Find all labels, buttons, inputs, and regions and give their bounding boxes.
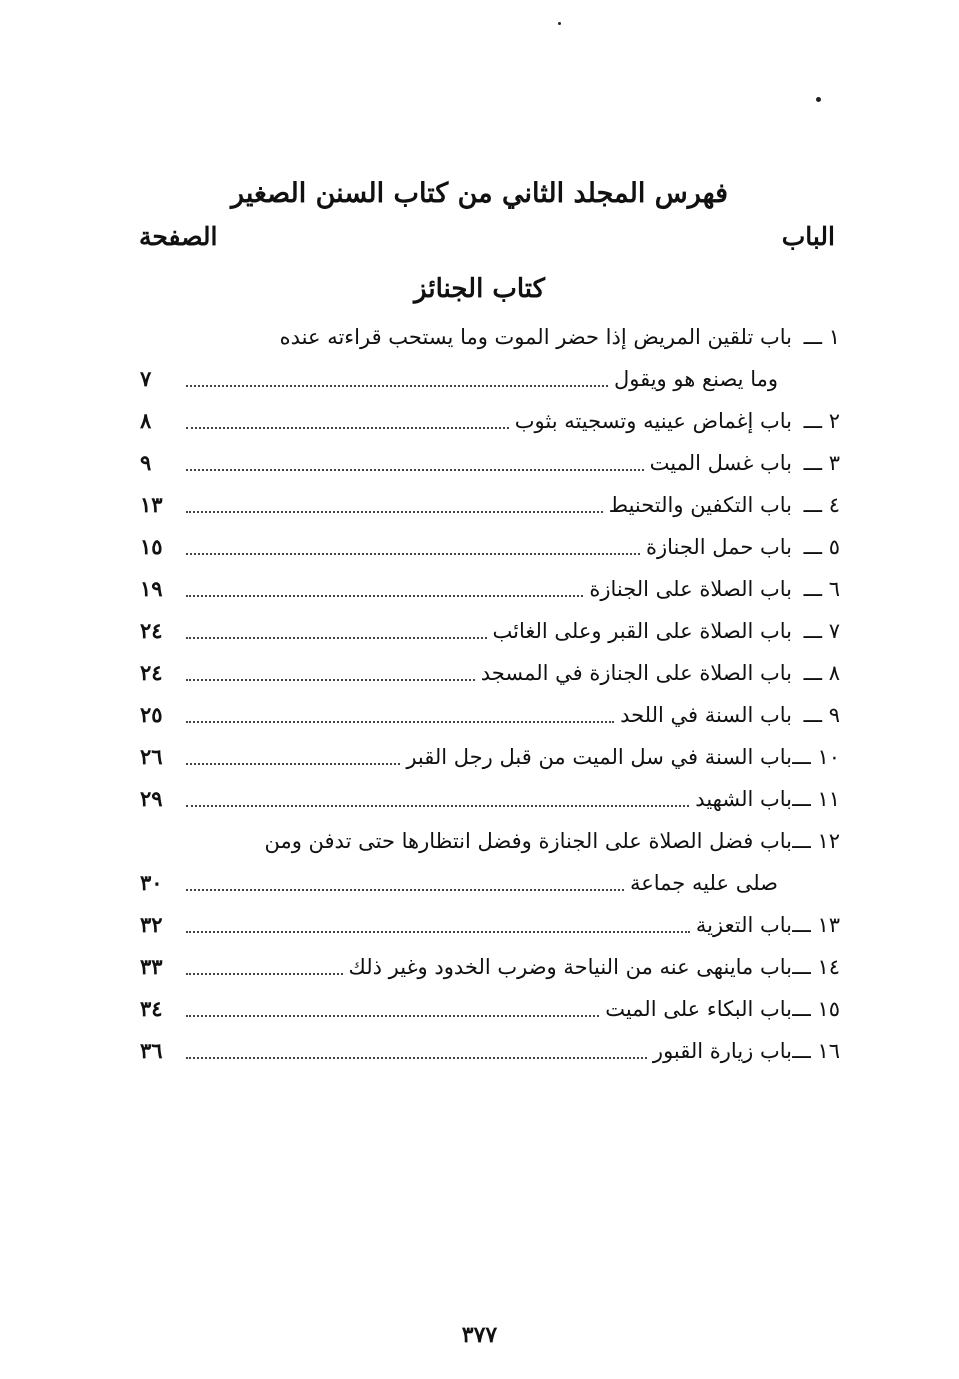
entry-page-number: ٣٠ [140, 870, 163, 895]
entry-number: ٨ ـــ [803, 661, 840, 685]
entry-title: باب إغماض عينيه وتسجيته بثوب [514, 409, 792, 433]
leader-dots [186, 721, 614, 723]
entry-title: باب الصلاة على الجنازة [589, 577, 792, 601]
entry-page-number: ٣٣ [140, 954, 163, 979]
entry-title: باب زيارة القبور [652, 1039, 792, 1063]
leader-dots [186, 553, 640, 555]
toc-entry [140, 572, 840, 606]
toc-entry [140, 614, 840, 648]
entry-number: ٤ ـــ [803, 493, 840, 517]
entry-number: ٦ ـــ [803, 577, 840, 601]
ink-speck [558, 22, 561, 25]
toc-entry [140, 404, 840, 438]
entry-page-number: ١٣ [140, 492, 163, 517]
leader-dots [186, 637, 487, 639]
entry-title: باب الصلاة على القبر وعلى الغائب [492, 619, 792, 643]
entry-title: باب التعزية [695, 913, 792, 937]
toc-entry-continuation [140, 362, 840, 396]
entry-page-number: ١٥ [140, 534, 163, 559]
toc-entry [140, 656, 840, 690]
entry-page-number: ٩ [140, 450, 152, 475]
leader-dots [186, 763, 400, 765]
entry-title: باب السنة في سل الميت من قبل رجل القبر [406, 745, 792, 769]
entry-page-number: ٧ [140, 366, 152, 391]
entry-title: باب الشهيد [695, 787, 792, 811]
leader-dots [186, 1015, 599, 1017]
entry-title-continued: وما يصنع هو ويقول [613, 367, 778, 391]
page-title: فهرس المجلد الثاني من كتاب السنن الصغير [231, 178, 728, 209]
toc-entry [140, 740, 840, 774]
entry-title: باب الصلاة على الجنازة في المسجد [480, 661, 792, 685]
entry-page-number: ٢٤ [140, 660, 163, 685]
entry-number: ١٤ ـــ [792, 955, 840, 979]
entry-number: ١١ ـــ [792, 787, 840, 811]
entry-title: باب تلقين المريض إذا حضر الموت وما يستحب قراءته عنده [279, 325, 792, 349]
entry-title: باب ماينهى عنه من النياحة وضرب الخدود وغير ذلك [348, 955, 792, 979]
toc-entry [140, 824, 840, 858]
entry-title: باب فضل الصلاة على الجنازة وفضل انتظارها حتى تدفن ومن [264, 829, 792, 853]
toc-entry [140, 320, 840, 354]
toc-entry-continuation [140, 866, 840, 900]
toc-entry [140, 908, 840, 942]
entry-number: ٧ ـــ [803, 619, 840, 643]
toc-entry [140, 782, 840, 816]
entry-number: ٢ ـــ [803, 409, 840, 433]
page-column-header: الصفحة [139, 222, 218, 251]
entry-number: ١٠ ـــ [792, 745, 840, 769]
entry-title: باب حمل الجنازة [645, 535, 792, 559]
entry-number: ٣ ـــ [803, 451, 840, 475]
entry-page-number: ٣٢ [140, 912, 163, 937]
entry-number: ١ ـــ [803, 325, 840, 349]
entry-page-number: ٢٥ [140, 702, 163, 727]
entry-page-number: ١٩ [140, 576, 163, 601]
leader-dots [186, 1057, 647, 1059]
entry-title: باب التكفين والتحنيط [608, 493, 792, 517]
leader-dots [186, 385, 608, 387]
toc-entry [140, 446, 840, 480]
toc-entry [140, 698, 840, 732]
entry-number: ٥ ـــ [803, 535, 840, 559]
leader-dots [186, 595, 583, 597]
section-title: كتاب الجنائز [414, 274, 545, 304]
ink-speck [816, 97, 821, 102]
leader-dots [186, 973, 343, 975]
entry-page-number: ٣٦ [140, 1038, 163, 1063]
entry-page-number: ٣٤ [140, 996, 163, 1021]
leader-dots [186, 805, 689, 807]
entry-number: ١٥ ـــ [792, 997, 840, 1021]
entry-title: باب غسل الميت [649, 451, 792, 475]
toc-entry [140, 488, 840, 522]
entry-title-continued: صلى عليه جماعة [629, 871, 778, 895]
entry-number: ١٣ ـــ [792, 913, 840, 937]
page-number: ٣٧٧ [461, 1322, 498, 1348]
leader-dots [186, 469, 644, 471]
entry-title: باب البكاء على الميت [605, 997, 792, 1021]
chapter-column-header: الباب [781, 222, 835, 251]
entry-page-number: ٢٩ [140, 786, 163, 811]
leader-dots [186, 889, 624, 891]
toc-entry [140, 1034, 840, 1068]
entry-page-number: ٢٦ [140, 744, 163, 769]
entry-page-number: ٨ [140, 408, 152, 433]
leader-dots [186, 931, 690, 933]
leader-dots [186, 679, 475, 681]
entry-title: باب السنة في اللحد [620, 703, 792, 727]
toc-entry [140, 530, 840, 564]
toc-entry [140, 950, 840, 984]
entry-number: ١٢ ـــ [792, 829, 840, 853]
entry-page-number: ٢٤ [140, 618, 163, 643]
entry-number: ٩ ـــ [803, 703, 840, 727]
entry-number: ١٦ ـــ [792, 1039, 840, 1063]
leader-dots [186, 427, 509, 429]
toc-entry [140, 992, 840, 1026]
leader-dots [186, 511, 603, 513]
